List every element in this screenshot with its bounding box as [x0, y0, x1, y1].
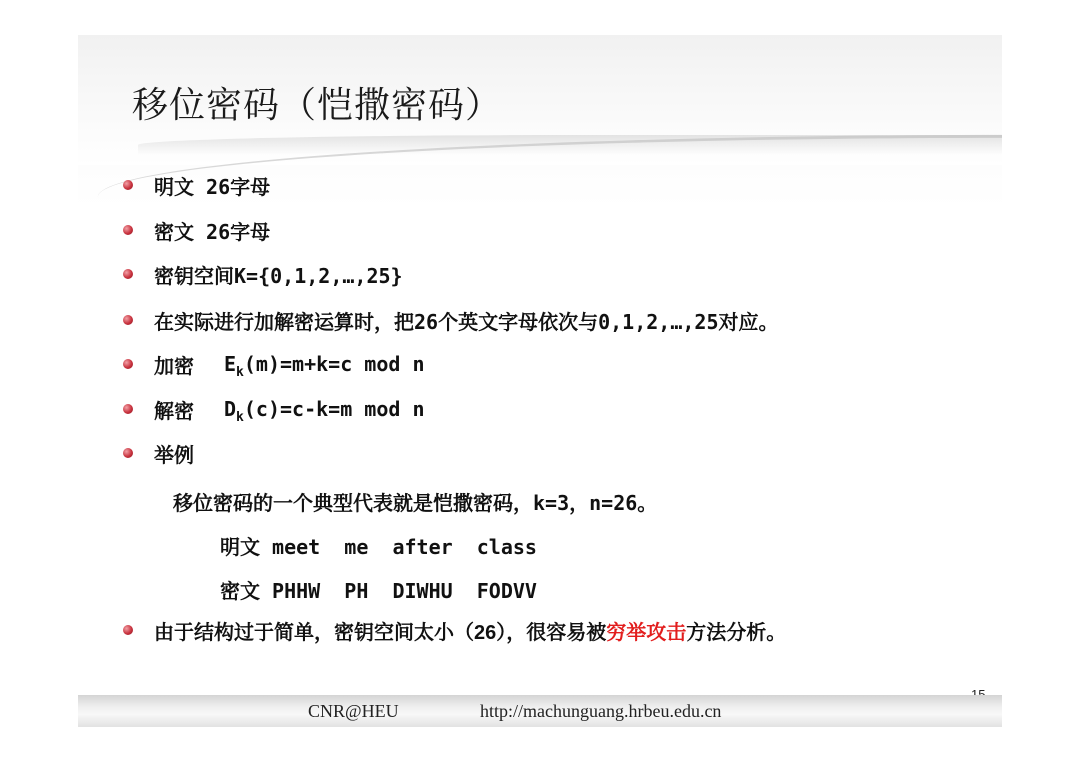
example-ciphertext-line: 密文 PHHW PH DIWHU FODVV [220, 579, 537, 603]
decrypt-formula-sub: k [236, 410, 244, 425]
bullet-dot-icon [123, 625, 133, 635]
encrypt-label: 加密 [154, 353, 194, 378]
bullet-text: 在实际进行加解密运算时，把26个英文字母依次与0,1,2,…,25对应。 [154, 309, 779, 334]
example-plaintext-line: 明文 meet me after class [220, 535, 537, 559]
bullet-decrypt [123, 394, 425, 424]
weakness-before: 由于结构过于简单，密钥空间太小（ [154, 619, 474, 644]
bullet-dot-icon [123, 315, 133, 325]
example-text: 移位密码的一个典型代表就是恺撒密码，k=3，n=26。 [173, 491, 658, 515]
footer-url[interactable]: http://machunguang.hrbeu.edu.cn [480, 701, 722, 721]
bullet-text: 密钥空间K={0,1,2,…,25} [154, 263, 403, 288]
bullet-text: 举例 [154, 442, 194, 467]
bullet-dot-icon [123, 225, 133, 235]
slide [78, 35, 1002, 727]
weakness-after: 方法分析。 [686, 619, 787, 644]
slide-title: 移位密码（恺撒密码） [132, 85, 503, 126]
encrypt-formula [224, 352, 425, 380]
encrypt-formula-rest: (m)=m+k=c mod n [243, 352, 425, 376]
bullet-text: 明文 26字母 [154, 174, 271, 199]
bullet-plaintext [123, 170, 270, 200]
bullet-dot-icon [123, 404, 133, 414]
encrypt-formula-sub: k [236, 365, 244, 380]
decrypt-formula [224, 397, 425, 425]
bullet-dot-icon [123, 269, 133, 279]
bullet-weakness [123, 615, 786, 645]
weakness-text [154, 616, 786, 645]
footer-bar [78, 695, 1002, 727]
title-swoosh-shadow [138, 135, 1002, 155]
encrypt-formula-main: E [224, 352, 237, 376]
decrypt-label: 解密 [154, 398, 194, 423]
weakness-number: 26 [474, 621, 497, 644]
decrypt-formula-main: D [224, 397, 237, 421]
bullet-text: 密文 26字母 [154, 219, 271, 244]
bullet-mapping [123, 305, 779, 335]
weakness-highlight: 穷举攻击 [606, 619, 687, 644]
bullet-dot-icon [123, 448, 133, 458]
footer-org: CNR@HEU [308, 701, 399, 721]
title-area [78, 35, 1002, 165]
bullet-example [123, 438, 194, 468]
bullet-encrypt [123, 349, 425, 379]
weakness-middle: ），很容易被 [496, 619, 607, 644]
bullet-ciphertext [123, 215, 270, 245]
bullet-keyspace [123, 259, 403, 289]
decrypt-formula-rest: (c)=c-k=m mod n [243, 397, 425, 421]
bullet-dot-icon [123, 180, 133, 190]
bullet-dot-icon [123, 359, 133, 369]
